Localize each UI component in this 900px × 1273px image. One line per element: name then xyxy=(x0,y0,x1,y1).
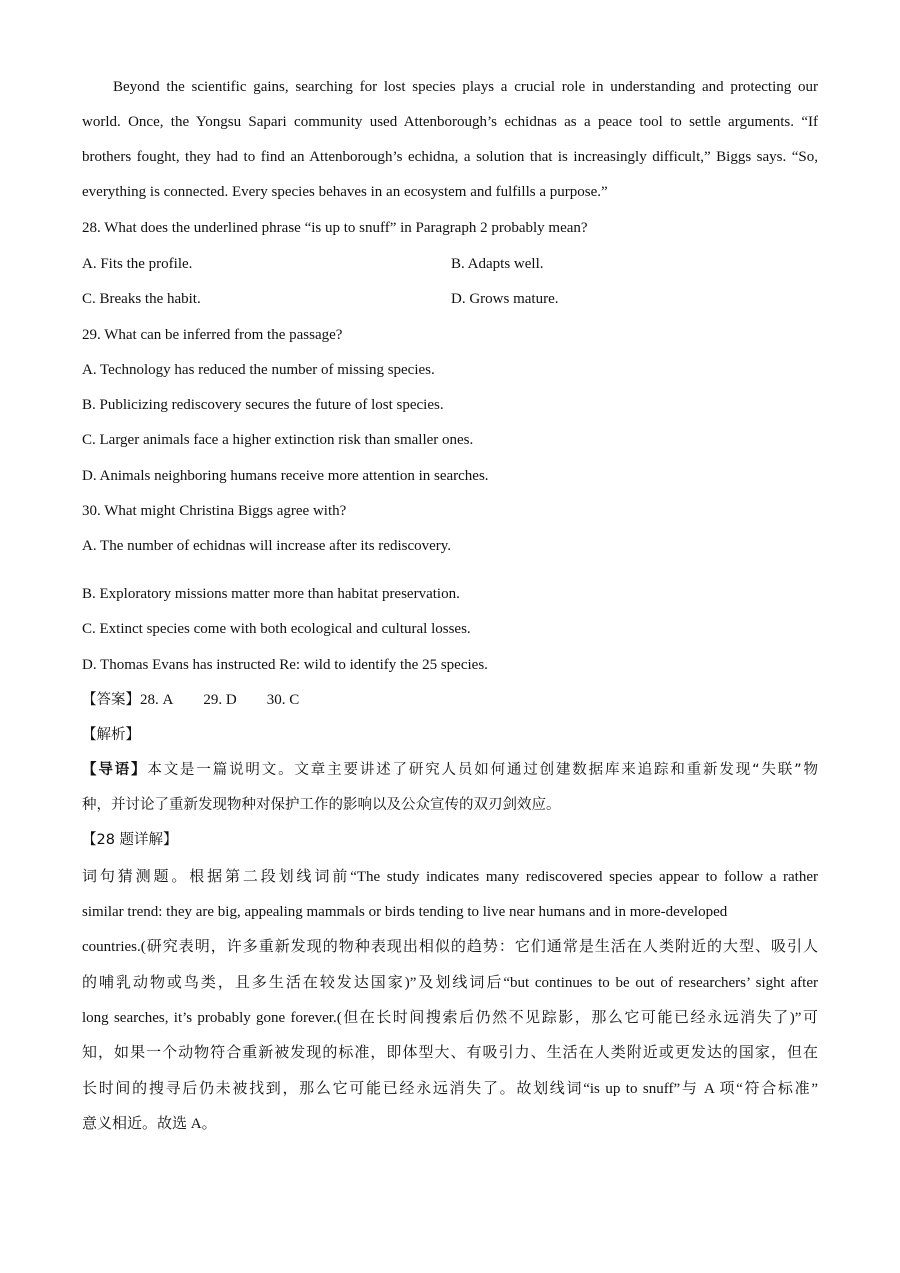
detail-line: countries.(研究表明，许多重新发现的物种表现出相似的趋势：它们通常是生活在人类附近的大型、吸引人 xyxy=(82,939,818,955)
passage-line: everything is connected. Every species behaves in an ecosystem and fulfills a purpose.” xyxy=(82,184,608,200)
answer-28: 28. A xyxy=(140,692,174,708)
analysis-label: 【解析】 xyxy=(82,727,140,743)
intro-label: 【导语】 xyxy=(82,762,148,778)
passage-line: brothers fought, they had to find an Attenborough’s echidna, a solution that is increasingly difficult,” Biggs says. “So, xyxy=(82,149,818,165)
option-c: C. Breaks the habit. xyxy=(82,291,201,307)
option-d: D. Thomas Evans has instructed Re: wild to identify the 25 species. xyxy=(82,657,488,673)
detail-line: 意义相近。故选 A。 xyxy=(82,1116,217,1132)
detail-label: 【28 题详解】 xyxy=(82,832,178,848)
detail-line: long searches, it’s probably gone forever.(但在长时间搜索后仍然不见踪影，那么它可能已经永远消失了)”可 xyxy=(82,1010,818,1026)
detail-line: 词句猜测题。根据第二段划线词前“The study indicates many rediscovered species appear to follow a rather xyxy=(82,869,818,885)
answer-29: 29. D xyxy=(203,692,237,708)
question-stem: 28. What does the underlined phrase “is up to snuff” in Paragraph 2 probably mean? xyxy=(82,220,588,236)
question-stem: 30. What might Christina Biggs agree with? xyxy=(82,503,347,519)
answer-line xyxy=(82,690,818,710)
option-b: B. Publicizing rediscovery secures the future of lost species. xyxy=(82,397,444,413)
answer-30: 30. C xyxy=(266,692,300,708)
detail-line: 长时间的搜寻后仍未被找到，那么它可能已经永远消失了。故划线词“is up to snuff”与 A 项“符合标准” xyxy=(82,1081,818,1097)
option-a: A. Fits the profile. xyxy=(82,256,193,272)
option-b: B. Exploratory missions matter more than habitat preservation. xyxy=(82,586,460,602)
option-a: A. Technology has reduced the number of missing species. xyxy=(82,362,435,378)
option-d: D. Animals neighboring humans receive more attention in searches. xyxy=(82,468,489,484)
option-a: A. The number of echidnas will increase after its rediscovery. xyxy=(82,538,452,554)
intro-line: 种，并讨论了重新发现物种对保护工作的影响以及公众宣传的双刃剑效应。 xyxy=(82,797,561,813)
option-b: B. Adapts well. xyxy=(451,256,544,272)
option-d: D. Grows mature. xyxy=(451,291,559,307)
passage-line: Beyond the scientific gains, searching for lost species plays a crucial role in understanding and protecting our xyxy=(113,79,818,95)
intro-line xyxy=(82,760,818,780)
detail-line: 的哺乳动物或鸟类，且多生活在较发达国家)”及划线词后“but continues to be out of researchers’ sight after xyxy=(82,975,818,991)
passage-line: world. Once, the Yongsu Sapari community used Attenborough’s echidnas as a peace tool to settle arguments. “If xyxy=(82,114,818,130)
option-c: C. Larger animals face a higher extinction risk than smaller ones. xyxy=(82,432,474,448)
question-stem: 29. What can be inferred from the passage? xyxy=(82,327,343,343)
detail-line: similar trend: they are big, appealing mammals or birds tending to live near humans and in more-developed xyxy=(82,904,728,920)
option-c: C. Extinct species come with both ecological and cultural losses. xyxy=(82,621,471,637)
answer-label: 【答案】 xyxy=(82,692,140,708)
intro-text: 本文是一篇说明文。文章主要讲述了研究人员如何通过创建数据库来追踪和重新发现“失联”物 xyxy=(147,762,818,778)
detail-line: 知，如果一个动物符合重新被发现的标准，即体型大、有吸引力、生活在人类附近或更发达的国家，但在 xyxy=(82,1045,818,1061)
